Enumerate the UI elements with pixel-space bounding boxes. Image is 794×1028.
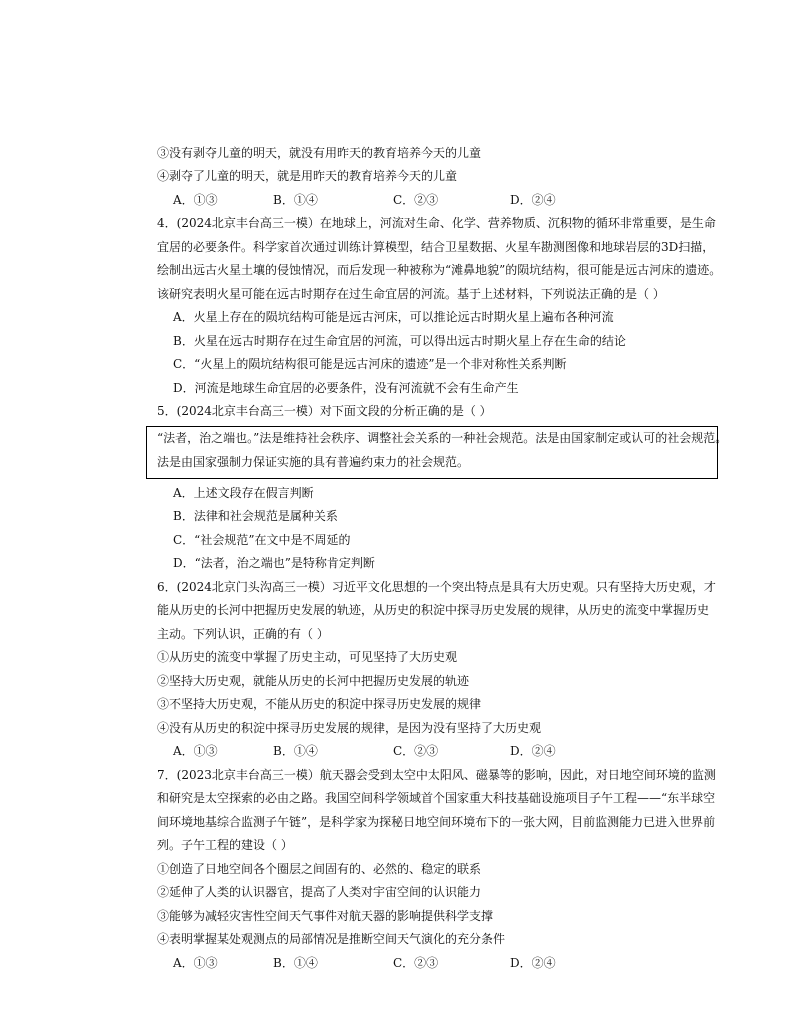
q7-statement-2: ②延伸了人类的认识器官，提高了人类对宇宙空间的认识能力: [157, 885, 482, 899]
q7-choices: [173, 955, 733, 971]
q6-choice-c: C．②③: [393, 744, 439, 758]
q6-statement-3: ③不坚持大历史观，不能从历史的积淀中探寻历史发展的规律: [157, 697, 482, 711]
q5-quote-box: [146, 426, 728, 479]
q6-choices: [173, 743, 733, 759]
q7-stem-line-4: 列。子午工程的建设（ ）: [157, 838, 293, 852]
q3-choices: [173, 192, 733, 208]
q4-option-c: C．“火星上的陨坑结构很可能是远古河床的遗迹”是一个非对称性关系判断: [173, 357, 567, 371]
q7-stem-line-3: 间环境地基综合监测子午链”，是科学家为探秘日地空间环境布下的一张大网，目前监测能力已进入世界前: [157, 815, 716, 829]
q5-quote-line-2: 法是由国家强制力保证实施的具有普遍约束力的社会规范。: [157, 455, 470, 469]
q5-option-a: A．上述文段存在假言判断: [173, 486, 314, 500]
q6-statement-2: ②坚持大历史观，就能从历史的长河中把握历史发展的轨迹: [157, 674, 470, 688]
q4-option-b: B．火星在远古时期存在过生命宜居的河流，可以得出远古时期火星上存在生命的结论: [173, 334, 626, 348]
q4-stem-line-4: 该研究表明火星可能在远古时期存在过生命宜居的河流。基于上述材料，下列说法正确的是（ ）: [157, 287, 665, 301]
q4-stem-line-1: 4．(2024北京丰台高三一模）在地球上，河流对生命、化学、营养物质、沉积物的循环非常重要，是生命: [157, 216, 716, 230]
q7-statement-4: ④表明掌握某处观测点的局部情况是推断空间天气演化的充分条件: [157, 932, 506, 946]
q5-quote-line-1: “法者，治之端也。”法是维持社会秩序、调整社会关系的一种社会规范。法是由国家制定或认可的社会规范。: [157, 431, 728, 445]
q5-option-b: B．法律和社会规范是属种关系: [173, 509, 338, 523]
q6-stem-line-3: 主动。下列认识，正确的有（ ）: [157, 627, 329, 641]
q4-option-a: A．火星上存在的陨坑结构可能是远古河床，可以推论远古时期火星上遍布各种河流: [173, 310, 614, 324]
q3-choice-b: B．①④: [273, 193, 318, 207]
q4-option-d: D．河流是地球生命宜居的必要条件，没有河流就不会有生命产生: [173, 381, 519, 395]
q7-stem-line-2: 和研究是太空探索的必由之路。我国空间科学领域首个国家重大科技基础设施项目子午工程——“东半球空: [157, 791, 716, 805]
q4-stem-line-3: 绘制出远古火星土壤的侵蚀情况，而后发现一种被称为“滩鼻地貌”的陨坑结构，很可能是远古河床的遗迹。: [157, 263, 722, 277]
q7-choice-a: A．①③: [173, 956, 218, 970]
q7-choice-d: D．②④: [510, 956, 556, 970]
q6-choice-b: B．①④: [273, 744, 318, 758]
q3-statement-3: ③没有剥夺儿童的明天，就没有用昨天的教育培养今天的儿童: [157, 146, 482, 160]
q6-statement-1: ①从历史的流变中掌握了历史主动，可见坚持了大历史观: [157, 650, 458, 664]
q3-statement-4: ④剥夺了儿童的明天，就是用昨天的教育培养今天的儿童: [157, 169, 458, 183]
q7-statement-1: ①创造了日地空间各个圈层之间固有的、必然的、稳定的联系: [157, 862, 482, 876]
q3-choice-c: C．②③: [393, 193, 439, 207]
q7-stem-line-1: 7．(2023北京丰台高三一模）航天器会受到太空中太阳风、磁暴等的影响，因此，对日地空间环境的监测: [157, 768, 716, 782]
q7-statement-3: ③能够为减轻灾害性空间天气事件对航天器的影响提供科学支撑: [157, 909, 494, 923]
q6-choice-d: D．②④: [510, 744, 556, 758]
q5-option-c: C．“社会规范”在文中是不周延的: [173, 533, 351, 547]
q6-stem-line-1: 6．(2024北京门头沟高三一模）习近平文化思想的一个突出特点是具有大历史观。只有坚持大历史观，才: [157, 580, 716, 594]
q5-option-d: D．“法者，治之端也”是特称肯定判断: [173, 556, 375, 570]
q5-stem: 5．(2024北京丰台高三一模）对下面文段的分析正确的是（ ）: [157, 404, 492, 418]
q4-stem-line-2: 宜居的必要条件。科学家首次通过训练计算模型，结合卫星数据、火星车勘测图像和地球岩层的3D扫描，: [157, 240, 715, 254]
q6-statement-4: ④没有从历史的积淀中探寻历史发展的规律，是因为没有坚持了大历史观: [157, 721, 542, 735]
q3-choice-a: A．①③: [173, 193, 218, 207]
q6-stem-line-2: 能从历史的长河中把握历史发展的轨迹，从历史的积淀中探寻历史发展的规律，从历史的流变中掌握历史: [157, 603, 710, 617]
q6-choice-a: A．①③: [173, 744, 218, 758]
q7-choice-c: C．②③: [393, 956, 439, 970]
q7-choice-b: B．①④: [273, 956, 318, 970]
q3-choice-d: D．②④: [510, 193, 556, 207]
